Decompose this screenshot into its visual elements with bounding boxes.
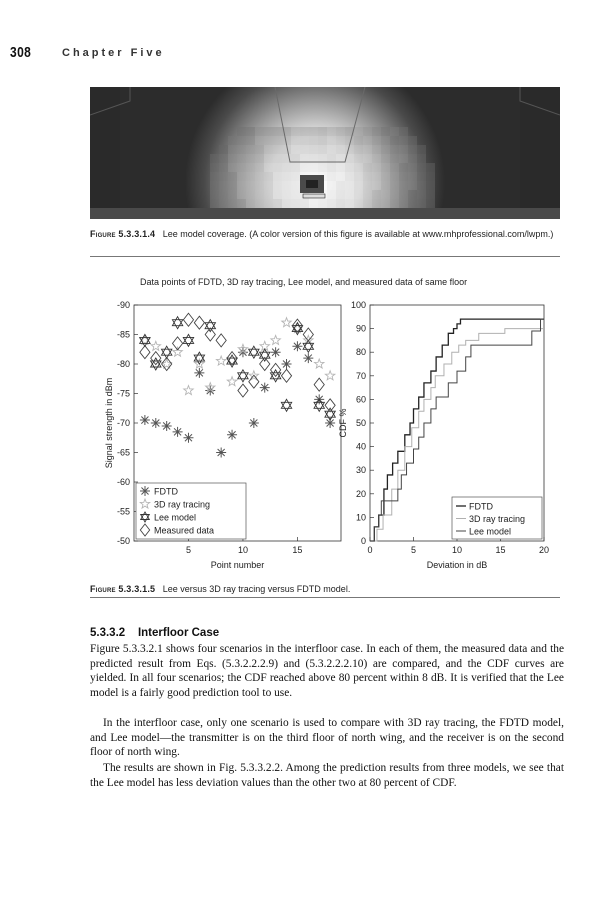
coverage-pixel bbox=[291, 190, 300, 199]
data-point-asterisk bbox=[173, 427, 183, 437]
data-point-asterisk bbox=[162, 421, 172, 431]
coverage-pixel bbox=[246, 181, 255, 190]
coverage-pixel bbox=[246, 154, 255, 163]
coverage-pixel bbox=[255, 190, 264, 199]
coverage-pixel bbox=[246, 127, 255, 136]
coverage-pixel bbox=[264, 199, 273, 208]
coverage-pixel bbox=[381, 127, 390, 136]
x-tick-label: 0 bbox=[367, 545, 373, 555]
coverage-pixel bbox=[309, 127, 318, 136]
coverage-pixel bbox=[327, 199, 336, 208]
coverage-pixel bbox=[399, 136, 408, 145]
coverage-pixel bbox=[372, 154, 381, 163]
legend-label: 3D ray tracing bbox=[154, 499, 211, 510]
coverage-pixel bbox=[417, 172, 426, 181]
coverage-pixel bbox=[399, 127, 408, 136]
data-point-asterisk bbox=[260, 383, 270, 393]
coverage-pixel bbox=[291, 181, 300, 190]
coverage-pixel bbox=[381, 199, 390, 208]
legend-label: 3D ray tracing bbox=[469, 514, 526, 524]
y-axis-label: CDF % bbox=[338, 408, 348, 438]
coverage-pixel bbox=[390, 172, 399, 181]
x-axis-label: Deviation in dB bbox=[426, 560, 488, 570]
data-point-diamond bbox=[314, 378, 324, 391]
data-point-asterisk bbox=[140, 415, 150, 425]
coverage-pixel bbox=[345, 172, 354, 181]
coverage-pixel bbox=[237, 199, 246, 208]
figure-1-caption bbox=[90, 228, 560, 240]
coverage-pixel bbox=[300, 145, 309, 154]
coverage-pixel bbox=[219, 181, 228, 190]
coverage-pixel bbox=[255, 154, 264, 163]
x-tick-label: 15 bbox=[495, 545, 506, 555]
coverage-pixel bbox=[390, 136, 399, 145]
coverage-pixel bbox=[390, 190, 399, 199]
data-point-diamond bbox=[281, 369, 291, 382]
coverage-pixel bbox=[381, 190, 390, 199]
coverage-pixel bbox=[219, 154, 228, 163]
data-point-diamond bbox=[194, 316, 204, 329]
coverage-pixel bbox=[390, 127, 399, 136]
coverage-pixel bbox=[372, 145, 381, 154]
coverage-pixel bbox=[210, 199, 219, 208]
coverage-pixel bbox=[237, 136, 246, 145]
coverage-pixel bbox=[417, 145, 426, 154]
y-tick-label: -50 bbox=[116, 536, 130, 546]
coverage-pixel bbox=[300, 163, 309, 172]
coverage-pixel bbox=[264, 145, 273, 154]
coverage-pixel bbox=[363, 154, 372, 163]
data-point-star bbox=[314, 359, 324, 368]
signal-strength-chart bbox=[104, 300, 341, 570]
data-point-diamond bbox=[260, 358, 270, 371]
data-point-diamond bbox=[325, 399, 335, 412]
coverage-pixel bbox=[237, 181, 246, 190]
coverage-pixel bbox=[282, 172, 291, 181]
y-tick-label: 40 bbox=[355, 441, 366, 452]
coverage-pixel bbox=[282, 190, 291, 199]
coverage-pixel bbox=[210, 181, 219, 190]
data-point-asterisk bbox=[249, 418, 259, 428]
coverage-pixel bbox=[291, 199, 300, 208]
coverage-pixel bbox=[363, 172, 372, 181]
coverage-pixel bbox=[345, 181, 354, 190]
data-point-hexagram bbox=[249, 346, 259, 358]
data-point-asterisk bbox=[194, 368, 204, 378]
coverage-pixel bbox=[246, 145, 255, 154]
coverage-pixel bbox=[399, 190, 408, 199]
coverage-pixel bbox=[336, 127, 345, 136]
coverage-pixel bbox=[318, 145, 327, 154]
data-point-diamond bbox=[205, 328, 215, 341]
coverage-pixel bbox=[408, 181, 417, 190]
y-tick-label: 10 bbox=[355, 512, 366, 523]
coverage-pixel bbox=[219, 190, 228, 199]
coverage-pixel bbox=[291, 163, 300, 172]
data-point-asterisk bbox=[292, 341, 302, 351]
coverage-pixel bbox=[219, 145, 228, 154]
coverage-pixel bbox=[210, 190, 219, 199]
coverage-pixel bbox=[363, 145, 372, 154]
coverage-pixel bbox=[300, 127, 309, 136]
coverage-pixel bbox=[363, 163, 372, 172]
coverage-pixel bbox=[228, 136, 237, 145]
coverage-pixel bbox=[309, 145, 318, 154]
coverage-pixel bbox=[228, 172, 237, 181]
coverage-pixel bbox=[327, 181, 336, 190]
coverage-pixel bbox=[264, 190, 273, 199]
coverage-pixel bbox=[327, 163, 336, 172]
coverage-pixel bbox=[273, 181, 282, 190]
coverage-pixel bbox=[255, 181, 264, 190]
data-point-star bbox=[271, 335, 281, 344]
coverage-pixel bbox=[210, 172, 219, 181]
coverage-pixel bbox=[381, 154, 390, 163]
coverage-pixel bbox=[426, 172, 435, 181]
coverage-pixel bbox=[390, 145, 399, 154]
data-point-asterisk bbox=[151, 418, 161, 428]
transmitter-core bbox=[306, 180, 318, 188]
y-tick-label: -60 bbox=[116, 477, 130, 487]
coverage-pixel bbox=[408, 172, 417, 181]
coverage-pixel bbox=[381, 136, 390, 145]
coverage-pixel bbox=[345, 190, 354, 199]
coverage-pixel bbox=[210, 163, 219, 172]
coverage-pixel bbox=[264, 127, 273, 136]
coverage-pixel bbox=[273, 163, 282, 172]
coverage-pixel bbox=[426, 181, 435, 190]
section-heading: 5.3.3.2 Interfloor Case bbox=[90, 627, 220, 639]
data-point-diamond bbox=[249, 375, 259, 388]
y-tick-label: -65 bbox=[116, 447, 130, 458]
coverage-pixel bbox=[282, 163, 291, 172]
coverage-pixel bbox=[327, 172, 336, 181]
legend-label: Measured data bbox=[154, 525, 215, 536]
data-point-asterisk bbox=[227, 430, 237, 440]
coverage-pixel bbox=[354, 145, 363, 154]
coverage-pixel bbox=[237, 172, 246, 181]
figure-2-title: Data points of FDTD, 3D ray tracing, Lee model, and measured data of same floor bbox=[140, 277, 468, 287]
page-number: 308 bbox=[10, 44, 32, 61]
x-tick-label: 5 bbox=[185, 545, 191, 555]
coverage-pixel bbox=[372, 172, 381, 181]
coverage-pixel bbox=[426, 199, 435, 208]
figure-1-caption-label: Figure 5.3.3.1.4 bbox=[90, 229, 156, 239]
coverage-pixel bbox=[399, 172, 408, 181]
paragraph-1: Figure 5.3.3.2.1 shows four scenarios in the interfloor case. In each of them, the measured data and the predicted result from Eqs. (5.3.2.2.2.9) and (5.3.2.2.2.10) are compared, and the CDF curves are yielded. In all four scenarios; the CDF reached above 80 percent within 8 dB. It is verified that the Lee model is a fairly good prediction tool to use. bbox=[90, 643, 564, 699]
x-tick-label: 5 bbox=[410, 545, 417, 555]
data-point-diamond bbox=[183, 313, 193, 326]
y-axis-label: Signal strength in dBm bbox=[104, 377, 114, 469]
coverage-pixel bbox=[417, 199, 426, 208]
coverage-pixel bbox=[255, 127, 264, 136]
coverage-pixel bbox=[309, 136, 318, 145]
coverage-pixel bbox=[291, 172, 300, 181]
coverage-pixel bbox=[273, 172, 282, 181]
coverage-pixel bbox=[273, 145, 282, 154]
coverage-pixel bbox=[336, 181, 345, 190]
figure-2-caption-text: Lee versus 3D ray tracing versus FDTD model. bbox=[162, 584, 351, 594]
coverage-pixel bbox=[363, 127, 372, 136]
y-tick-label: 50 bbox=[355, 418, 366, 428]
coverage-pixel bbox=[318, 199, 327, 208]
coverage-pixel bbox=[318, 127, 327, 136]
data-point-diamond bbox=[238, 384, 248, 397]
coverage-pixel bbox=[417, 163, 426, 172]
coverage-pixel bbox=[399, 154, 408, 163]
cdf-chart bbox=[338, 300, 549, 570]
data-point-hexagram bbox=[260, 349, 270, 361]
coverage-pixel bbox=[318, 163, 327, 172]
coverage-pixel bbox=[381, 145, 390, 154]
coverage-pixel bbox=[282, 181, 291, 190]
legend-label: Lee model bbox=[154, 512, 197, 523]
data-point-asterisk bbox=[271, 347, 281, 357]
data-point-hexagram bbox=[205, 320, 215, 332]
coverage-pixel bbox=[417, 190, 426, 199]
coverage-pixel bbox=[417, 181, 426, 190]
figure-2-charts bbox=[90, 295, 565, 580]
coverage-pixel bbox=[327, 136, 336, 145]
coverage-pixel bbox=[228, 163, 237, 172]
data-point-asterisk bbox=[183, 433, 193, 443]
coverage-pixel bbox=[354, 127, 363, 136]
y-tick-label: 80 bbox=[355, 347, 366, 358]
paragraph-3: The results are shown in Fig. 5.3.3.2.2. Among the prediction results from three models, we see that the Lee model has less deviation values than the other two at 80 percent of CDF. bbox=[90, 762, 564, 789]
data-point-star bbox=[184, 386, 194, 395]
x-tick-label: 15 bbox=[292, 545, 303, 555]
legend-label: FDTD bbox=[469, 501, 493, 512]
coverage-pixel bbox=[246, 163, 255, 172]
y-tick-label: -80 bbox=[116, 359, 130, 369]
coverage-pixel bbox=[354, 154, 363, 163]
coverage-pixel bbox=[273, 199, 282, 208]
coverage-pixel bbox=[372, 181, 381, 190]
coverage-pixel bbox=[408, 199, 417, 208]
data-point-star bbox=[227, 377, 237, 386]
data-point-star bbox=[173, 347, 183, 356]
coverage-pixel bbox=[345, 163, 354, 172]
coverage-pixel bbox=[327, 127, 336, 136]
coverage-pixel bbox=[354, 181, 363, 190]
coverage-pixel bbox=[336, 172, 345, 181]
y-tick-label: -55 bbox=[116, 506, 130, 517]
x-tick-label: 20 bbox=[538, 545, 550, 555]
coverage-pixel bbox=[408, 163, 417, 172]
y-tick-label: -85 bbox=[116, 329, 130, 340]
coverage-pixel bbox=[255, 145, 264, 154]
coverage-pixel bbox=[408, 190, 417, 199]
figure-1-rule bbox=[90, 256, 560, 257]
y-tick-label: 60 bbox=[355, 394, 366, 405]
data-point-star bbox=[282, 318, 292, 327]
x-axis-label: Point number bbox=[210, 560, 265, 570]
data-point-diamond bbox=[216, 334, 226, 347]
coverage-pixel bbox=[381, 181, 390, 190]
coverage-pixel bbox=[246, 199, 255, 208]
data-point-star bbox=[216, 356, 226, 365]
coverage-pixel bbox=[210, 154, 219, 163]
data-point-hexagram bbox=[172, 317, 182, 329]
data-point-hexagram bbox=[238, 370, 248, 382]
coverage-pixel bbox=[336, 145, 345, 154]
coverage-pixel bbox=[273, 127, 282, 136]
legend-label: Lee model bbox=[469, 526, 512, 537]
data-point-hexagram bbox=[161, 346, 171, 358]
coverage-pixel bbox=[354, 136, 363, 145]
x-tick-label: 10 bbox=[451, 545, 463, 555]
coverage-pixel bbox=[228, 154, 237, 163]
coverage-pixel bbox=[273, 190, 282, 199]
x-tick-label: 10 bbox=[237, 545, 248, 555]
coverage-pixel bbox=[336, 163, 345, 172]
data-point-star bbox=[325, 371, 335, 380]
coverage-pixel bbox=[390, 181, 399, 190]
coverage-pixel bbox=[264, 136, 273, 145]
coverage-pixel bbox=[336, 136, 345, 145]
data-point-star bbox=[151, 341, 161, 350]
coverage-pixel bbox=[255, 172, 264, 181]
coverage-pixel bbox=[273, 136, 282, 145]
coverage-pixel bbox=[354, 199, 363, 208]
y-tick-label: 20 bbox=[355, 488, 366, 499]
coverage-pixel bbox=[264, 181, 273, 190]
coverage-pixel bbox=[228, 199, 237, 208]
data-point-diamond bbox=[140, 346, 150, 359]
coverage-pixel bbox=[399, 145, 408, 154]
coverage-pixel-grid bbox=[210, 127, 435, 219]
coverage-pixel bbox=[363, 190, 372, 199]
coverage-pixel bbox=[408, 145, 417, 154]
y-tick-label: -90 bbox=[116, 300, 130, 310]
coverage-pixel bbox=[228, 145, 237, 154]
coverage-pixel bbox=[363, 136, 372, 145]
coverage-pixel bbox=[219, 163, 228, 172]
coverage-pixel bbox=[354, 163, 363, 172]
transmitter-label-box bbox=[303, 194, 325, 198]
coverage-pixel bbox=[327, 145, 336, 154]
figure-2-caption bbox=[90, 583, 560, 595]
coverage-pixel bbox=[372, 163, 381, 172]
coverage-pixel bbox=[390, 163, 399, 172]
coverage-pixel bbox=[417, 154, 426, 163]
legend-label: FDTD bbox=[154, 486, 178, 497]
data-point-asterisk bbox=[216, 448, 226, 458]
coverage-pixel bbox=[363, 199, 372, 208]
coverage-pixel bbox=[372, 136, 381, 145]
coverage-pixel bbox=[345, 199, 354, 208]
y-tick-label: 70 bbox=[355, 370, 366, 381]
coverage-pixel bbox=[327, 190, 336, 199]
coverage-pixel bbox=[408, 136, 417, 145]
coverage-pixel bbox=[354, 172, 363, 181]
coverage-pixel bbox=[228, 190, 237, 199]
coverage-status-bar bbox=[90, 208, 560, 219]
coverage-pixel bbox=[426, 190, 435, 199]
coverage-pixel bbox=[291, 136, 300, 145]
y-tick-label: -70 bbox=[116, 418, 130, 428]
coverage-pixel bbox=[318, 136, 327, 145]
y-tick-label: -75 bbox=[116, 388, 130, 399]
legend-marker bbox=[140, 486, 150, 496]
coverage-pixel bbox=[291, 145, 300, 154]
coverage-pixel bbox=[219, 172, 228, 181]
coverage-pixel bbox=[309, 163, 318, 172]
coverage-pixel bbox=[390, 154, 399, 163]
coverage-map-image bbox=[90, 87, 560, 219]
coverage-pixel bbox=[237, 190, 246, 199]
coverage-pixel bbox=[426, 163, 435, 172]
figure-2-rule bbox=[90, 597, 560, 598]
coverage-pixel bbox=[363, 181, 372, 190]
coverage-pixel bbox=[255, 163, 264, 172]
coverage-pixel bbox=[381, 163, 390, 172]
coverage-pixel bbox=[282, 199, 291, 208]
coverage-pixel bbox=[381, 172, 390, 181]
data-point-hexagram bbox=[281, 399, 291, 411]
coverage-pixel bbox=[300, 199, 309, 208]
data-point-hexagram bbox=[183, 334, 193, 346]
coverage-pixel bbox=[255, 199, 264, 208]
coverage-pixel bbox=[264, 154, 273, 163]
coverage-pixel bbox=[255, 136, 264, 145]
y-tick-label: 100 bbox=[350, 300, 366, 310]
y-tick-label: 90 bbox=[355, 323, 366, 334]
coverage-pixel bbox=[399, 199, 408, 208]
coverage-pixel bbox=[273, 154, 282, 163]
y-tick-label: 30 bbox=[355, 465, 366, 476]
coverage-pixel bbox=[336, 199, 345, 208]
coverage-pixel bbox=[354, 190, 363, 199]
figure-2-caption-label: Figure 5.3.3.1.5 bbox=[90, 584, 156, 594]
figure-1-caption-text: Lee model coverage. (A color version of this figure is available at www.mhprofessional.com/lwpm.) bbox=[162, 229, 554, 239]
y-tick-label: 0 bbox=[360, 536, 366, 546]
coverage-pixel bbox=[219, 199, 228, 208]
coverage-map-svg bbox=[90, 87, 560, 219]
coverage-pixel bbox=[246, 136, 255, 145]
coverage-pixel bbox=[237, 154, 246, 163]
coverage-pixel bbox=[399, 181, 408, 190]
coverage-pixel bbox=[264, 163, 273, 172]
coverage-pixel bbox=[336, 190, 345, 199]
chapter-heading: Chapter Five bbox=[62, 47, 165, 59]
coverage-pixel bbox=[372, 190, 381, 199]
coverage-pixel bbox=[228, 181, 237, 190]
data-point-asterisk bbox=[303, 353, 313, 363]
coverage-pixel bbox=[300, 136, 309, 145]
coverage-pixel bbox=[372, 199, 381, 208]
coverage-pixel bbox=[237, 127, 246, 136]
coverage-pixel bbox=[390, 199, 399, 208]
coverage-pixel bbox=[399, 163, 408, 172]
coverage-pixel bbox=[246, 190, 255, 199]
coverage-pixel bbox=[264, 172, 273, 181]
coverage-pixel bbox=[309, 199, 318, 208]
data-point-asterisk bbox=[282, 359, 292, 369]
coverage-pixel bbox=[246, 172, 255, 181]
coverage-pixel bbox=[291, 127, 300, 136]
coverage-pixel bbox=[372, 127, 381, 136]
coverage-pixel bbox=[237, 145, 246, 154]
paragraph-2: In the interfloor case, only one scenario is used to compare with 3D ray tracing, the FDTD model, and Lee model—the transmitter is on the third floor of north wing, and the receiver is on the second floor of north wing. bbox=[90, 717, 564, 759]
coverage-pixel bbox=[237, 163, 246, 172]
coverage-pixel bbox=[408, 154, 417, 163]
